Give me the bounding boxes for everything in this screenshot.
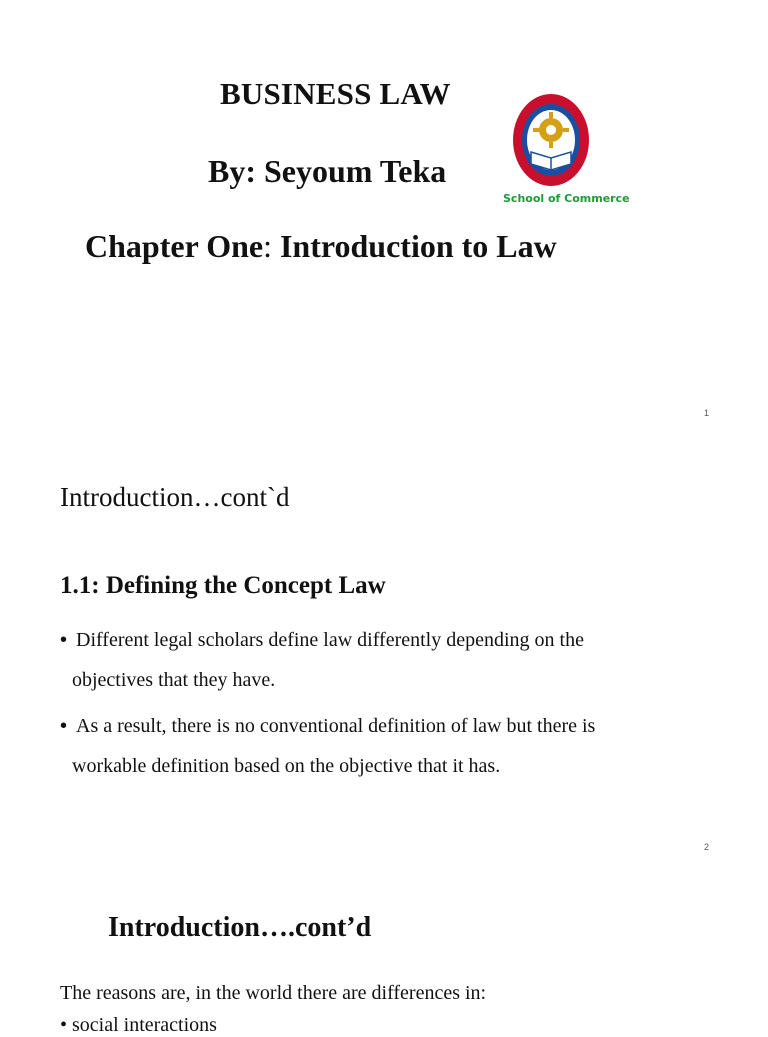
bullet-text-line: Different legal scholars define law differently depending on the — [76, 629, 584, 651]
page-number: 1 — [704, 408, 710, 418]
bullet-item — [60, 620, 710, 700]
chapter-colon: : — [263, 228, 272, 264]
slide-title: BUSINESS LAW — [220, 76, 451, 111]
bullet-text-line: As a result, there is no conventional definition of law but there is — [76, 715, 596, 737]
page-number: 2 — [704, 842, 710, 852]
bullet-dot-icon: • — [60, 629, 68, 651]
slide-author: By: Seyoum Teka — [208, 153, 447, 189]
bullet-dot-icon: • — [60, 715, 68, 737]
slide-heading: Introduction….cont’d — [108, 912, 372, 943]
bullet-text-line: objectives that they have. — [72, 669, 276, 691]
chapter-prefix: Chapter One — [85, 228, 264, 264]
body-text-partial: • social interactions — [60, 1014, 217, 1036]
logo-caption: School of Commerce — [503, 192, 630, 205]
bullet-text-line: workable definition based on the objective that it has. — [72, 755, 501, 777]
chapter-heading — [85, 228, 557, 265]
chapter-title: Introduction to Law — [271, 228, 557, 264]
slide-heading: Introduction…cont`d — [60, 482, 290, 512]
section-heading: 1.1: Defining the Concept Law — [60, 572, 386, 599]
bullet-item — [60, 706, 710, 786]
body-text: The reasons are, in the world there are differences in: — [60, 982, 487, 1004]
slide-2 — [0, 434, 768, 868]
slide-1 — [0, 0, 768, 434]
slide-3 — [0, 868, 768, 1036]
